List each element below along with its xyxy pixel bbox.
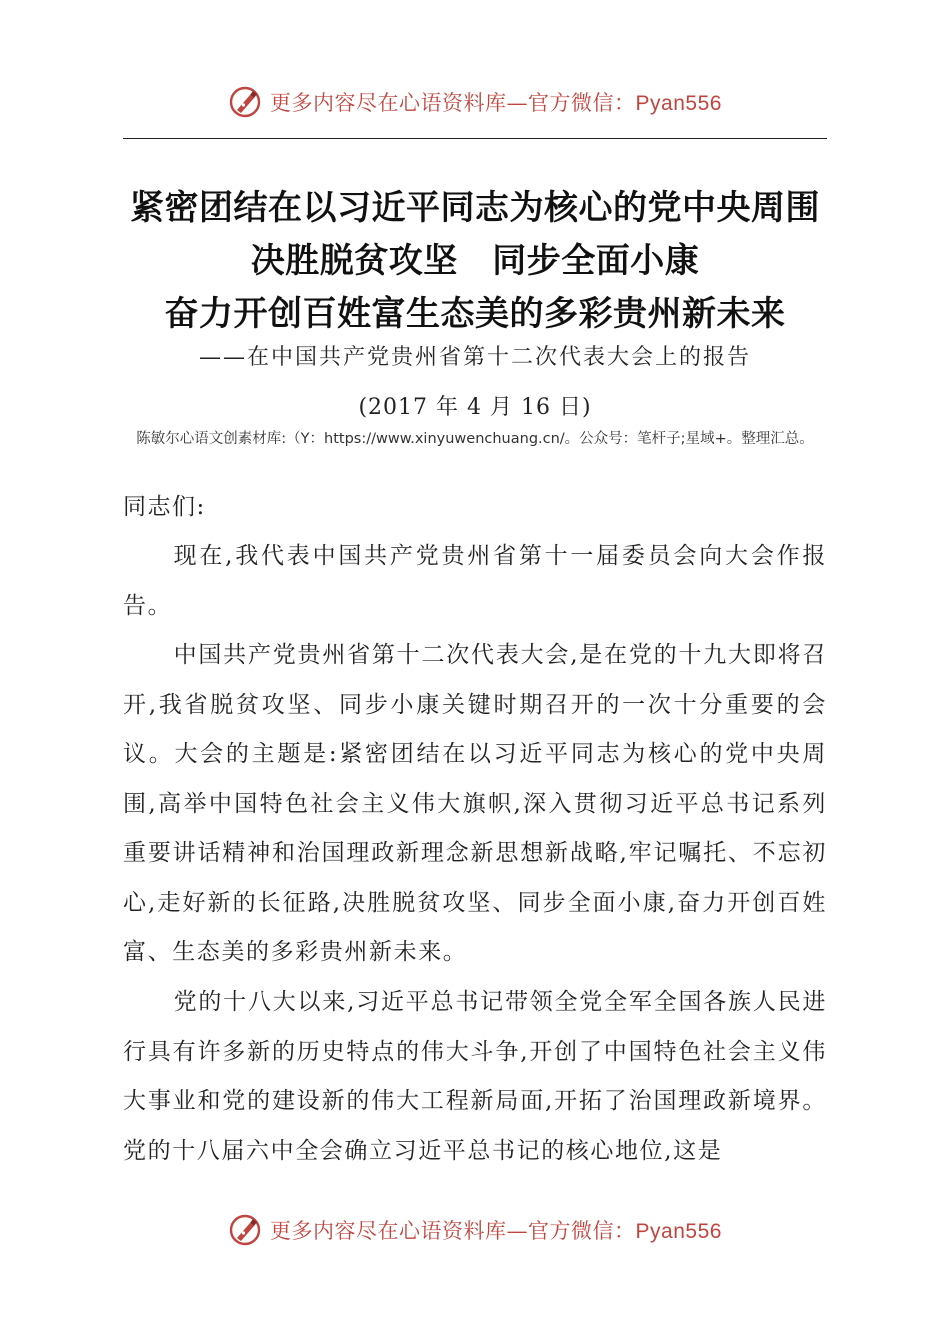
pen-nib-logo-icon bbox=[228, 85, 262, 119]
header-banner-text: 更多内容尽在心语资料库—官方微信：Pyan556 bbox=[270, 91, 722, 115]
source-note: 陈敏尔心语文创素材库:（Y：https://www.xinyuwenchuang.cn/。公众号：笔杆子;星域+。整理汇总。 bbox=[136, 431, 814, 447]
document-title-line-1: 紧密团结在以习近平同志为核心的党中央周围 bbox=[130, 188, 820, 228]
document-title-line-2: 决胜脱贫攻坚 同步全面小康 bbox=[250, 241, 700, 281]
footer-banner-account: Pyan556 bbox=[635, 1220, 722, 1243]
document-date: (2017 年 4 月 16 日) bbox=[358, 395, 592, 420]
paragraph: 中国共产党贵州省第十二次代表大会,是在党的十九大即将召开,我省脱贫攻坚、同步小康关键时期召开的一次十分重要的会议。大会的主题是:紧密团结在以习近平同志为核心的党中央周围,高举中国特色社会主义伟大旗帜,深入贯彻习近平总书记系列重要讲话精神和治国理政新理念新思想新战略,牢记嘱托、不忘初心,走好新的长征路,决胜脱贫攻坚、同步全面小康,奋力开创百姓富、生态美的多彩贵州新未来。 bbox=[123, 642, 827, 965]
header-banner bbox=[0, 80, 950, 124]
pen-nib-logo-icon bbox=[228, 1213, 262, 1247]
header-banner-account: Pyan556 bbox=[635, 92, 722, 115]
paragraph: 现在,我代表中国共产党贵州省第十一届委员会向大会作报告。 bbox=[123, 543, 827, 619]
greeting: 同志们: bbox=[123, 494, 206, 520]
document-subtitle: ——在中国共产党贵州省第十二次代表大会上的报告 bbox=[198, 345, 751, 370]
footer-banner-text: 更多内容尽在心语资料库—官方微信：Pyan556 bbox=[270, 1219, 722, 1243]
document-title-line-3: 奋力开创百姓富生态美的多彩贵州新未来 bbox=[164, 294, 786, 334]
header-divider bbox=[123, 138, 827, 139]
footer-banner bbox=[0, 1208, 950, 1252]
paragraph: 党的十八大以来,习近平总书记带领全党全军全国各族人民进行具有许多新的历史特点的伟大斗争,开创了中国特色社会主义伟大事业和党的建设新的伟大工程新局面,开拓了治国理政新境界。党的十八届六中全会确立习近平总书记的核心地位,这是 bbox=[123, 989, 827, 1164]
